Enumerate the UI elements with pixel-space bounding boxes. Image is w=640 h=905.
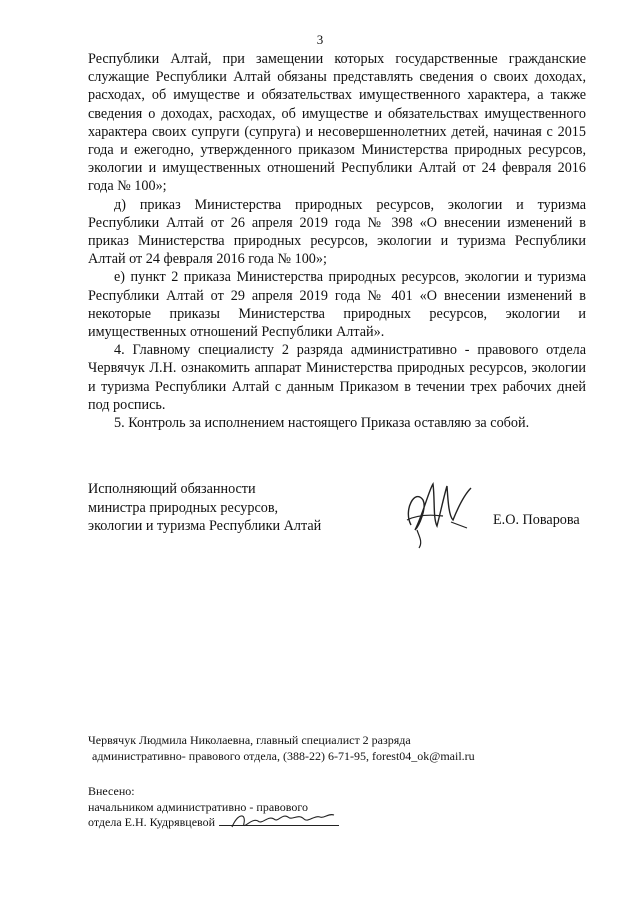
signer-title-line-1: Исполняющий обязанности — [88, 481, 256, 497]
paragraph-clause-4: 4. Главному специалисту 2 разряда административно - правового отдела Червячук Л.Н. ознакомить аппарат Министерства природных ресурсов, экологии и туризма Республики Алтай с данным Приказом в течении трех рабочих дней под роспись. — [88, 342, 586, 413]
signature-block — [88, 480, 586, 536]
document-body — [88, 50, 586, 432]
executor-line-2: административно- правового отдела, (388-22) 6-71-95, forest04_ok@mail.ru — [92, 748, 475, 763]
executor-line-1: Червячук Людмила Николаевна, главный специалист 2 разряда — [88, 733, 411, 747]
signer-title-line-3: экологии и туризма Республики Алтай — [88, 518, 322, 535]
submitted-by — [88, 784, 558, 831]
submitted-label: Внесено: — [88, 784, 135, 798]
small-handwritten-signature — [228, 809, 338, 835]
paragraph-continuation: Республики Алтай, при замещении которых государственные гражданские служащие Республики Алтай обязаны представлять сведения о своих доходах, расходах, об имуществе и обязательствах имущественного характера, а также сведения о доходах, расходах, об имуществе и обязательствах имущественного характера своих супруги (супруга) и несовершеннолетних детей, начиная с 2015 года и ежегодно, утвержденного приказом Министерства природных ресурсов, экологии и имущественных отношений Республики Алтай от 24 февраля 2016 года № 100»; — [88, 51, 586, 195]
paragraph-clause-5: 5. Контроль за исполнением настоящего Приказа оставляю за собой. — [114, 415, 530, 432]
executor-info — [88, 733, 558, 764]
submitted-line-1: начальником административно - правового — [88, 799, 308, 814]
submitted-line-2: отдела Е.Н. Кудрявцевой — [88, 815, 216, 829]
paragraph-item-e: е) пункт 2 приказа Министерства природных ресурсов, экологии и туризма Республики Алтай от 29 апреля 2019 года № 401 «О внесении изменений в некоторые приказы Министерства природных ресурсов, экологии и имущественных отношений Республики Алтай». — [88, 269, 586, 341]
signer-title-line-2: министра природных ресурсов, — [88, 499, 279, 516]
paragraph-item-d: д) приказ Министерства природных ресурсов, экологии и туризма Республики Алтай от 26 апреля 2019 года № 398 «О внесении изменений в приказ Министерства природных ресурсов, экологии и туризма Республики Алтай от 24 февраля 2016 года № 100»; — [88, 196, 586, 268]
page-number: 3 — [316, 32, 324, 47]
submitted-line-2-wrap — [88, 815, 558, 831]
signer-name: Е.О. Поварова — [493, 512, 580, 528]
handwritten-signature — [393, 470, 483, 550]
